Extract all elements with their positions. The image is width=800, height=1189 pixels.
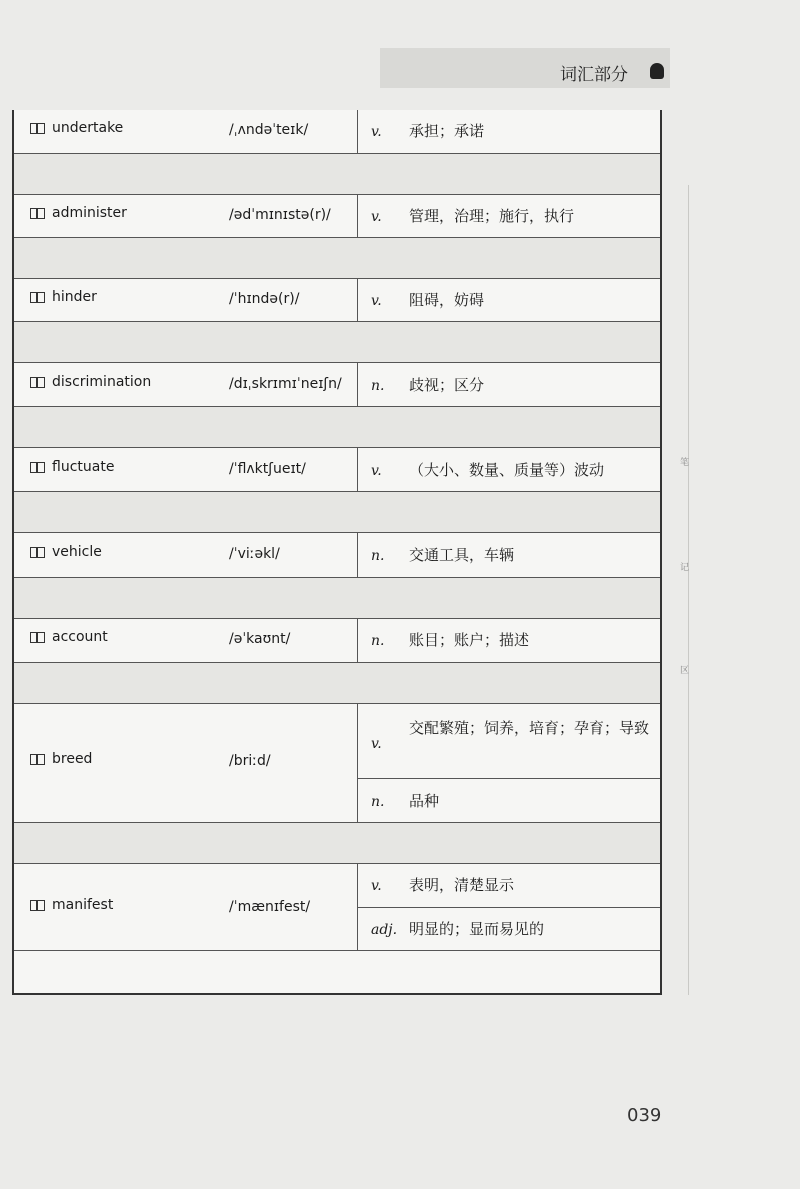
column-divider [357,194,358,237]
row-gap [14,491,660,533]
meaning: 交通工具，车辆 [409,546,515,564]
book-icon [30,632,45,643]
book-icon [30,123,45,134]
sense-divider [357,778,660,779]
book-icon [30,754,45,765]
section-title: 词汇部分 [560,65,628,85]
column-divider [357,618,358,662]
word-label: administer [30,205,127,221]
part-of-speech: n. [371,794,385,810]
column-divider [357,447,358,491]
part-of-speech: adj. [371,922,398,938]
meaning: 账目；账户；描述 [409,631,530,649]
meaning: 表明，清楚显示 [409,876,515,894]
row-gap [14,237,660,279]
column-divider [357,110,358,153]
pronunciation: /ˈhɪndə(r)/ [229,291,300,307]
margin-note: 笔 [680,458,690,468]
pronunciation: /əˈkaʊnt/ [229,631,291,647]
vocabulary-table [12,110,662,995]
pronunciation: /ˈmænɪfest/ [229,899,311,915]
meaning: 阻碍，妨碍 [409,291,485,309]
row-gap [14,577,660,619]
book-icon [30,377,45,388]
pronunciation: /ədˈmɪnɪstə(r)/ [229,207,331,223]
meaning: 承担；承诺 [409,122,485,140]
book-icon [30,462,45,473]
part-of-speech: n. [371,378,385,394]
word-label: manifest [30,897,113,913]
part-of-speech: n. [371,548,385,564]
part-of-speech: v. [371,293,382,309]
meaning: 品种 [409,792,440,810]
part-of-speech: v. [371,209,382,225]
book-icon [30,208,45,219]
word-label: discrimination [30,374,151,390]
column-divider [357,703,358,822]
part-of-speech: v. [371,878,382,894]
part-of-speech: v. [371,736,382,752]
row-gap [14,662,660,704]
meaning: 交配繁殖；饲养，培育；孕育；导致 [409,719,650,737]
row-gap [14,406,660,448]
pronunciation: /ˈviːəkl/ [229,546,280,562]
margin-note: 记 [680,563,690,573]
word-label: hinder [30,289,97,305]
column-divider [357,532,358,577]
part-of-speech: v. [371,124,382,140]
bookmark-icon [650,63,664,79]
word-label: vehicle [30,544,102,560]
sense-divider [357,907,660,908]
part-of-speech: n. [371,633,385,649]
meaning: 歧视；区分 [409,376,485,394]
column-divider [357,362,358,406]
pronunciation: /briːd/ [229,753,271,769]
word-label: breed [30,751,92,767]
margin-note: 区 [680,666,690,676]
row-gap [14,321,660,363]
row-gap [14,153,660,195]
row-gap [14,822,660,864]
table-rule [14,950,660,951]
meaning: 明显的；显而易见的 [409,920,545,938]
meaning: （大小、数量、质量等）波动 [409,461,605,479]
page-number: 039 [627,1105,662,1126]
word-label: account [30,629,108,645]
pronunciation: /dɪˌskrɪmɪˈneɪʃn/ [229,376,342,392]
meaning: 管理，治理；施行，执行 [409,207,575,225]
word-label: fluctuate [30,459,114,475]
column-divider [357,278,358,321]
pronunciation: /ˌʌndəˈteɪk/ [229,122,309,138]
book-icon [30,292,45,303]
part-of-speech: v. [371,463,382,479]
pronunciation: /ˈflʌktʃueɪt/ [229,461,306,477]
book-icon [30,900,45,911]
book-icon [30,547,45,558]
word-label: undertake [30,120,123,136]
notes-column-rule [688,185,689,995]
